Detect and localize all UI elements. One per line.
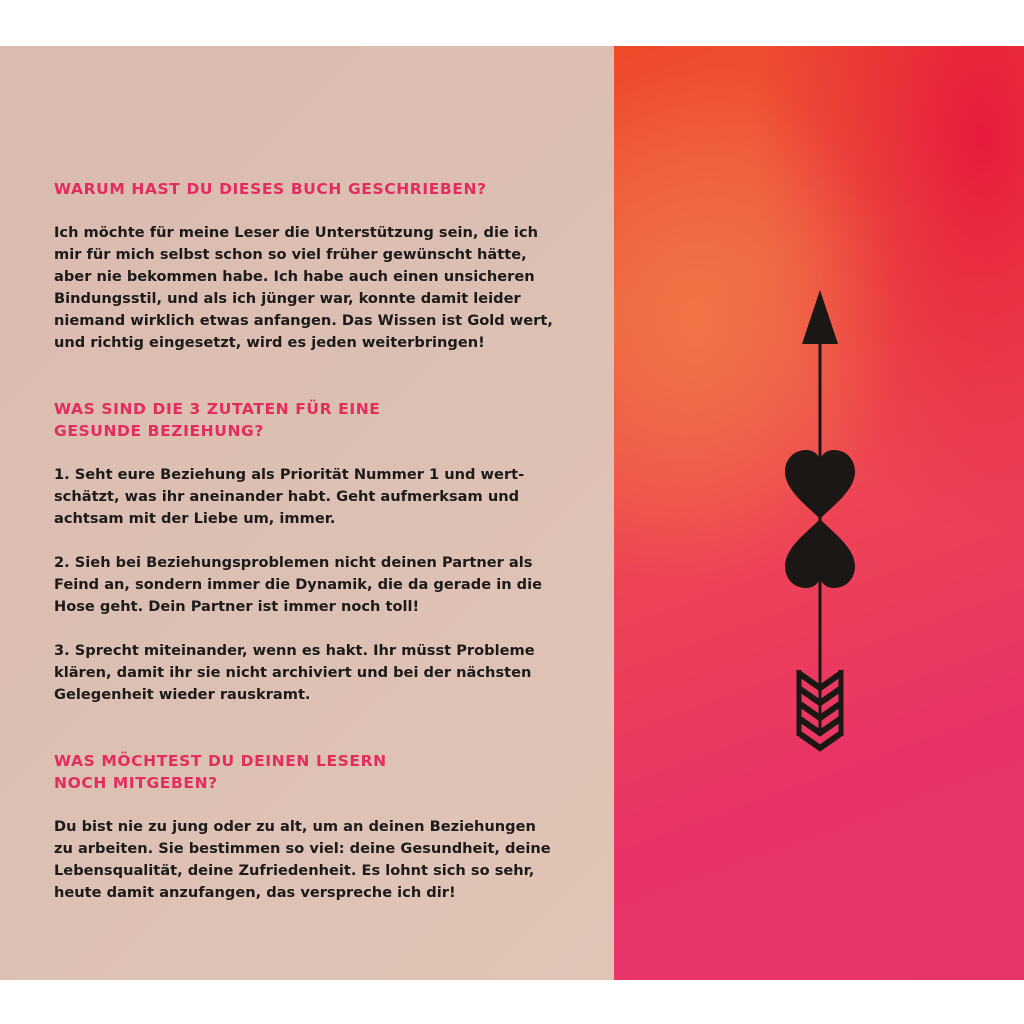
answer-line: zu arbeiten. Sie bestimmen so viel: deine Gesundheit, deine — [54, 840, 551, 857]
interview-content — [54, 178, 574, 904]
arrow-head-icon — [802, 290, 838, 344]
answer-line: achtsam mit der Liebe um, immer. — [54, 510, 336, 527]
answer-line: schätzt, was ihr aneinander habt. Geht aufmerksam und — [54, 488, 520, 505]
question-line: NOCH MITGEBEN? — [54, 774, 218, 792]
answer-line: Gelegenheit wieder rauskramt. — [54, 686, 311, 703]
arrow-with-hearts-icon — [780, 286, 860, 756]
question-heading-1 — [54, 178, 574, 200]
answer-line: Hose geht. Dein Partner ist immer noch toll! — [54, 598, 420, 615]
answer-paragraph — [54, 222, 574, 354]
question-line: GESUNDE BEZIEHUNG? — [54, 422, 264, 440]
answer-line: klären, damit ihr sie nicht archiviert und bei der nächsten — [54, 664, 532, 681]
question-line: WAS SIND DIE 3 ZUTATEN FÜR EINE — [54, 400, 381, 418]
answer-line: 3. Sprecht miteinander, wenn es hakt. Ihr müsst Probleme — [54, 642, 535, 659]
interview-section-2 — [54, 398, 574, 706]
answer-paragraph — [54, 640, 574, 706]
answer-line: aber nie bekommen habe. Ich habe auch einen unsicheren — [54, 268, 535, 285]
answer-line: Feind an, sondern immer die Dynamik, die da gerade in die — [54, 576, 543, 593]
answer-paragraph — [54, 816, 574, 904]
illustration-panel — [614, 46, 1024, 980]
answer-paragraph — [54, 552, 574, 618]
question-heading-2 — [54, 398, 574, 442]
answer-line: Ich möchte für meine Leser die Unterstützung sein, die ich — [54, 224, 538, 241]
answer-line: heute damit anzufangen, das verspreche ich dir! — [54, 884, 456, 901]
answer-line: und richtig eingesetzt, wird es jeden weiterbringen! — [54, 334, 485, 351]
interview-section-1 — [54, 178, 574, 354]
answer-line: niemand wirklich etwas anfangen. Das Wissen ist Gold wert, — [54, 312, 553, 329]
answer-line: Bindungsstil, und als ich jünger war, konnte damit leider — [54, 290, 521, 307]
interview-section-3 — [54, 750, 574, 904]
answer-line: mir für mich selbst schon so viel früher gewünscht hätte, — [54, 246, 527, 263]
answer-line: 1. Seht eure Beziehung als Priorität Nummer 1 und wert- — [54, 466, 525, 483]
arrow-ink — [785, 290, 855, 748]
interview-text-panel — [0, 46, 614, 980]
question-line: WAS MÖCHTEST DU DEINEN LESERN — [54, 752, 387, 770]
question-line: WARUM HAST DU DIESES BUCH GESCHRIEBEN? — [54, 180, 487, 198]
answer-paragraph — [54, 464, 574, 530]
answer-line: Lebensqualität, deine Zufriedenheit. Es lohnt sich so sehr, — [54, 862, 535, 879]
book-spread — [0, 46, 1024, 980]
answer-line: 2. Sieh bei Beziehungsproblemen nicht deinen Partner als — [54, 554, 533, 571]
question-heading-3 — [54, 750, 574, 794]
answer-line: Du bist nie zu jung oder zu alt, um an deinen Beziehungen — [54, 818, 536, 835]
